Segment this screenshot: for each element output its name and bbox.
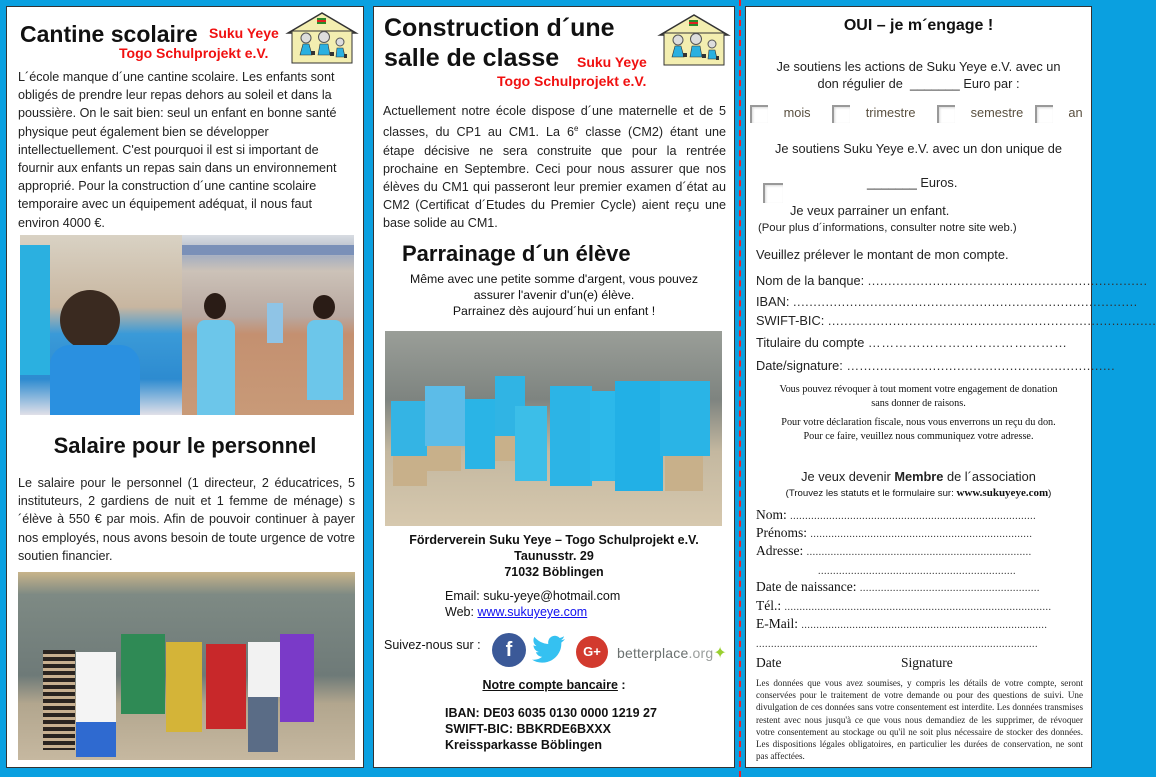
address-block [374,532,734,580]
sponsorship-text: Même avec une petite somme d'argent, vous pouvez assurer l'avenir d'un(e) élève. Parrainez dès aujourd´hui un enfant ! [409,272,699,318]
salary-title: Salaire pour le personnel [53,433,317,458]
sponsor-note: (Pour plus d´informations, consulter notre site web.) [758,222,1017,234]
single-amount-field[interactable]: _______ [867,175,917,190]
member-field-prenoms[interactable]: Prénoms: .......................................................................... [756,525,1033,540]
bank-field-date-signature[interactable]: Date/signature: …............................................................... [756,358,1116,373]
google-plus-icon[interactable]: G+ [576,636,608,668]
member-field-nom[interactable]: Nom: .................................................................................. [756,507,1037,522]
bank-details [445,705,657,753]
canteen-text: L´école manque d´une cantine scolaire. Les enfants sont obligés de prendre leur repas dehors au soleil et dans la poussière. On le sait bien: seul un enfant en bonne santé physique peut également bien se développer intellectuellement. C'est pourquoi il est si important de fournir aux enfants un repas sain dans un environnement approprié. Pour la construction d´une cantine scolaire temporaire avec un équipement adéquat, il nous faut environ 4000 €. [18,70,337,230]
classroom-text: Actuellement notre école dispose d´une maternelle et de 5 classes, du CP1 au CM1. La 6e classe (CM2) étant une étape décisive ne sera construite que pour la rentrée prochaine en Septembre. Ceci pour nous assurer que nos élèves du CM1 qui passeront leur premier examen d´état au CM2 (Certificat d´Etudes du Premier Cycle) aient reçu une base solide au CM1. [383,104,726,231]
photo-pupils [385,331,722,526]
bank-field-iban[interactable]: IBAN: ..................................................................................... [756,294,1138,309]
bank-field-swift[interactable]: SWIFT-BIC: ................................................................................. [756,313,1156,328]
bank-field-name[interactable]: Nom de la banque: ..................................................................... [756,273,1148,288]
single-donation-text: Je soutiens Suku Yeye e.V. avec un don unique de [775,141,1062,156]
privacy-notice: Les données que vous avez soumises, y compris les détails de votre compte, seront conservées pour le traitement de votre demande ou pour des questions de suivi. Une divulgation de ces données sans votre consentement est interdite. Les données transmises restent avec nous jusqu'à ce que vous nous demandiez de les supprimer, de révoquer votre consentement au stockage ou qu'il ne soit plus nécessaire de stocker des données. Les dispositions légales obligatoires, en particulier les durées de conservation, ne sont pas affectées. [756,678,1083,762]
classroom-title-line1: Construction d´une [384,14,615,42]
member-field-birthdate[interactable]: Date de naissance: ............................................................ [756,579,1040,594]
checkbox-trimestre[interactable] [832,105,850,123]
brand-name-2: Suku Yeye [577,54,647,70]
revoke-note: Vous pouvez révoquer à tout moment votre engagement de donation sans donner de raisons. [779,384,1058,409]
regular-amount-field[interactable]: _______ [909,76,960,91]
website-link[interactable]: www.sukuyeye.com [477,605,588,619]
brand-subtitle: Togo Schulprojekt e.V. [119,45,269,61]
panel-classroom-sponsorship [373,6,735,768]
checkbox-semestre[interactable] [937,105,955,123]
membership-title: Je veux devenir Membre de l´association [801,469,1036,484]
membership-site-link[interactable]: www.sukuyeye.com [956,487,1049,499]
photo-children-courtyard [182,235,354,415]
checkbox-mois[interactable] [750,105,768,123]
sponsor-child-label: Je veux parrainer un enfant. [790,203,950,218]
regular-donation-text: Je soutiens les actions de Suku Yeye e.V. avec un don régulier de _______ Euro par : [776,59,1061,91]
contact-block: Email: suku-yeye@hotmail.com Web: www.sukuyeye.com [445,589,621,619]
swift-bic: SWIFT-BIC: BBKRDE6BXXX [445,722,611,736]
single-amount-row: _______ Euros. [867,175,958,190]
tax-note: Pour votre déclaration fiscale, nous vous enverrons un reçu du don. Pour ce faire, veuillez nous communiquez votre adresse. [781,417,1056,442]
bank-title: Notre compte bancaire [482,678,618,692]
member-field-email[interactable]: E-Mail: .................................................................................. [756,616,1048,631]
school-logo-2 [656,11,732,67]
bank-name: Kreissparkasse Böblingen [445,738,603,752]
member-field-extra[interactable]: .............................................................................................. [756,639,1038,650]
panel-canteen-salary [6,6,364,768]
frequency-options: mois trimestre semestre an [750,105,1090,123]
sponsorship-title: Parrainage d´un élève [402,241,631,266]
debit-title: Veuillez prélever le montant de mon compte. [756,247,1009,262]
betterplace-logo[interactable]: betterplace.org✦ [617,645,728,662]
salary-text: Le salaire pour le personnel (1 directeur, 2 éducatrices, 5 instituteurs, 2 gardiens de nuit et 1 femme de ménage) s´élève à 550 € par mois. Afin de pouvoir continuer à payer nos employés, nous avons besoin de toute urgence de votre soutien financier. [18,476,355,563]
twitter-icon[interactable] [531,634,567,666]
panel-donation-form [745,6,1156,768]
member-field-adresse[interactable]: Adresse: ........................................................................... [756,543,1032,558]
street: Taunusstr. 29 [514,549,594,563]
city: 71032 Böblingen [504,565,604,579]
form-title: OUI – je m´engage ! [843,17,994,34]
date-label: Date [756,655,782,670]
org-name: Förderverein Suku Yeye – Togo Schulprojekt e.V. [409,533,699,547]
email-address[interactable]: suku-yeye@hotmail.com [483,589,621,603]
brand-subtitle-2: Togo Schulprojekt e.V. [497,73,647,89]
member-field-adresse-2[interactable]: .................................................................. [818,566,1016,577]
member-field-tel[interactable]: Tél.: ......................................................................................... [756,598,1052,613]
photo-staff [18,572,355,760]
canteen-title: Cantine scolaire [20,21,198,47]
bank-title-block: Notre compte bancaire : [482,678,626,692]
bank-field-holder[interactable]: Titulaire du compte ……………………………………… [756,335,1068,350]
facebook-icon[interactable]: f [492,633,526,667]
brand-name: Suku Yeye [209,25,279,41]
iban: IBAN: DE03 6035 0130 0000 1219 27 [445,706,657,720]
signature-label: Signature [901,655,953,670]
membership-note: (Trouvez les statuts et le formulaire sur: www.sukuyeye.com) [785,487,1052,499]
checkbox-an[interactable] [1035,105,1053,123]
classroom-title-line2: salle de classe [384,44,560,72]
follow-label: Suivez-nous sur : [384,638,481,652]
cut-line-divider [739,0,741,777]
checkbox-sponsor-child[interactable] [763,183,783,203]
photo-child-eating [20,235,182,415]
school-logo [284,9,360,65]
